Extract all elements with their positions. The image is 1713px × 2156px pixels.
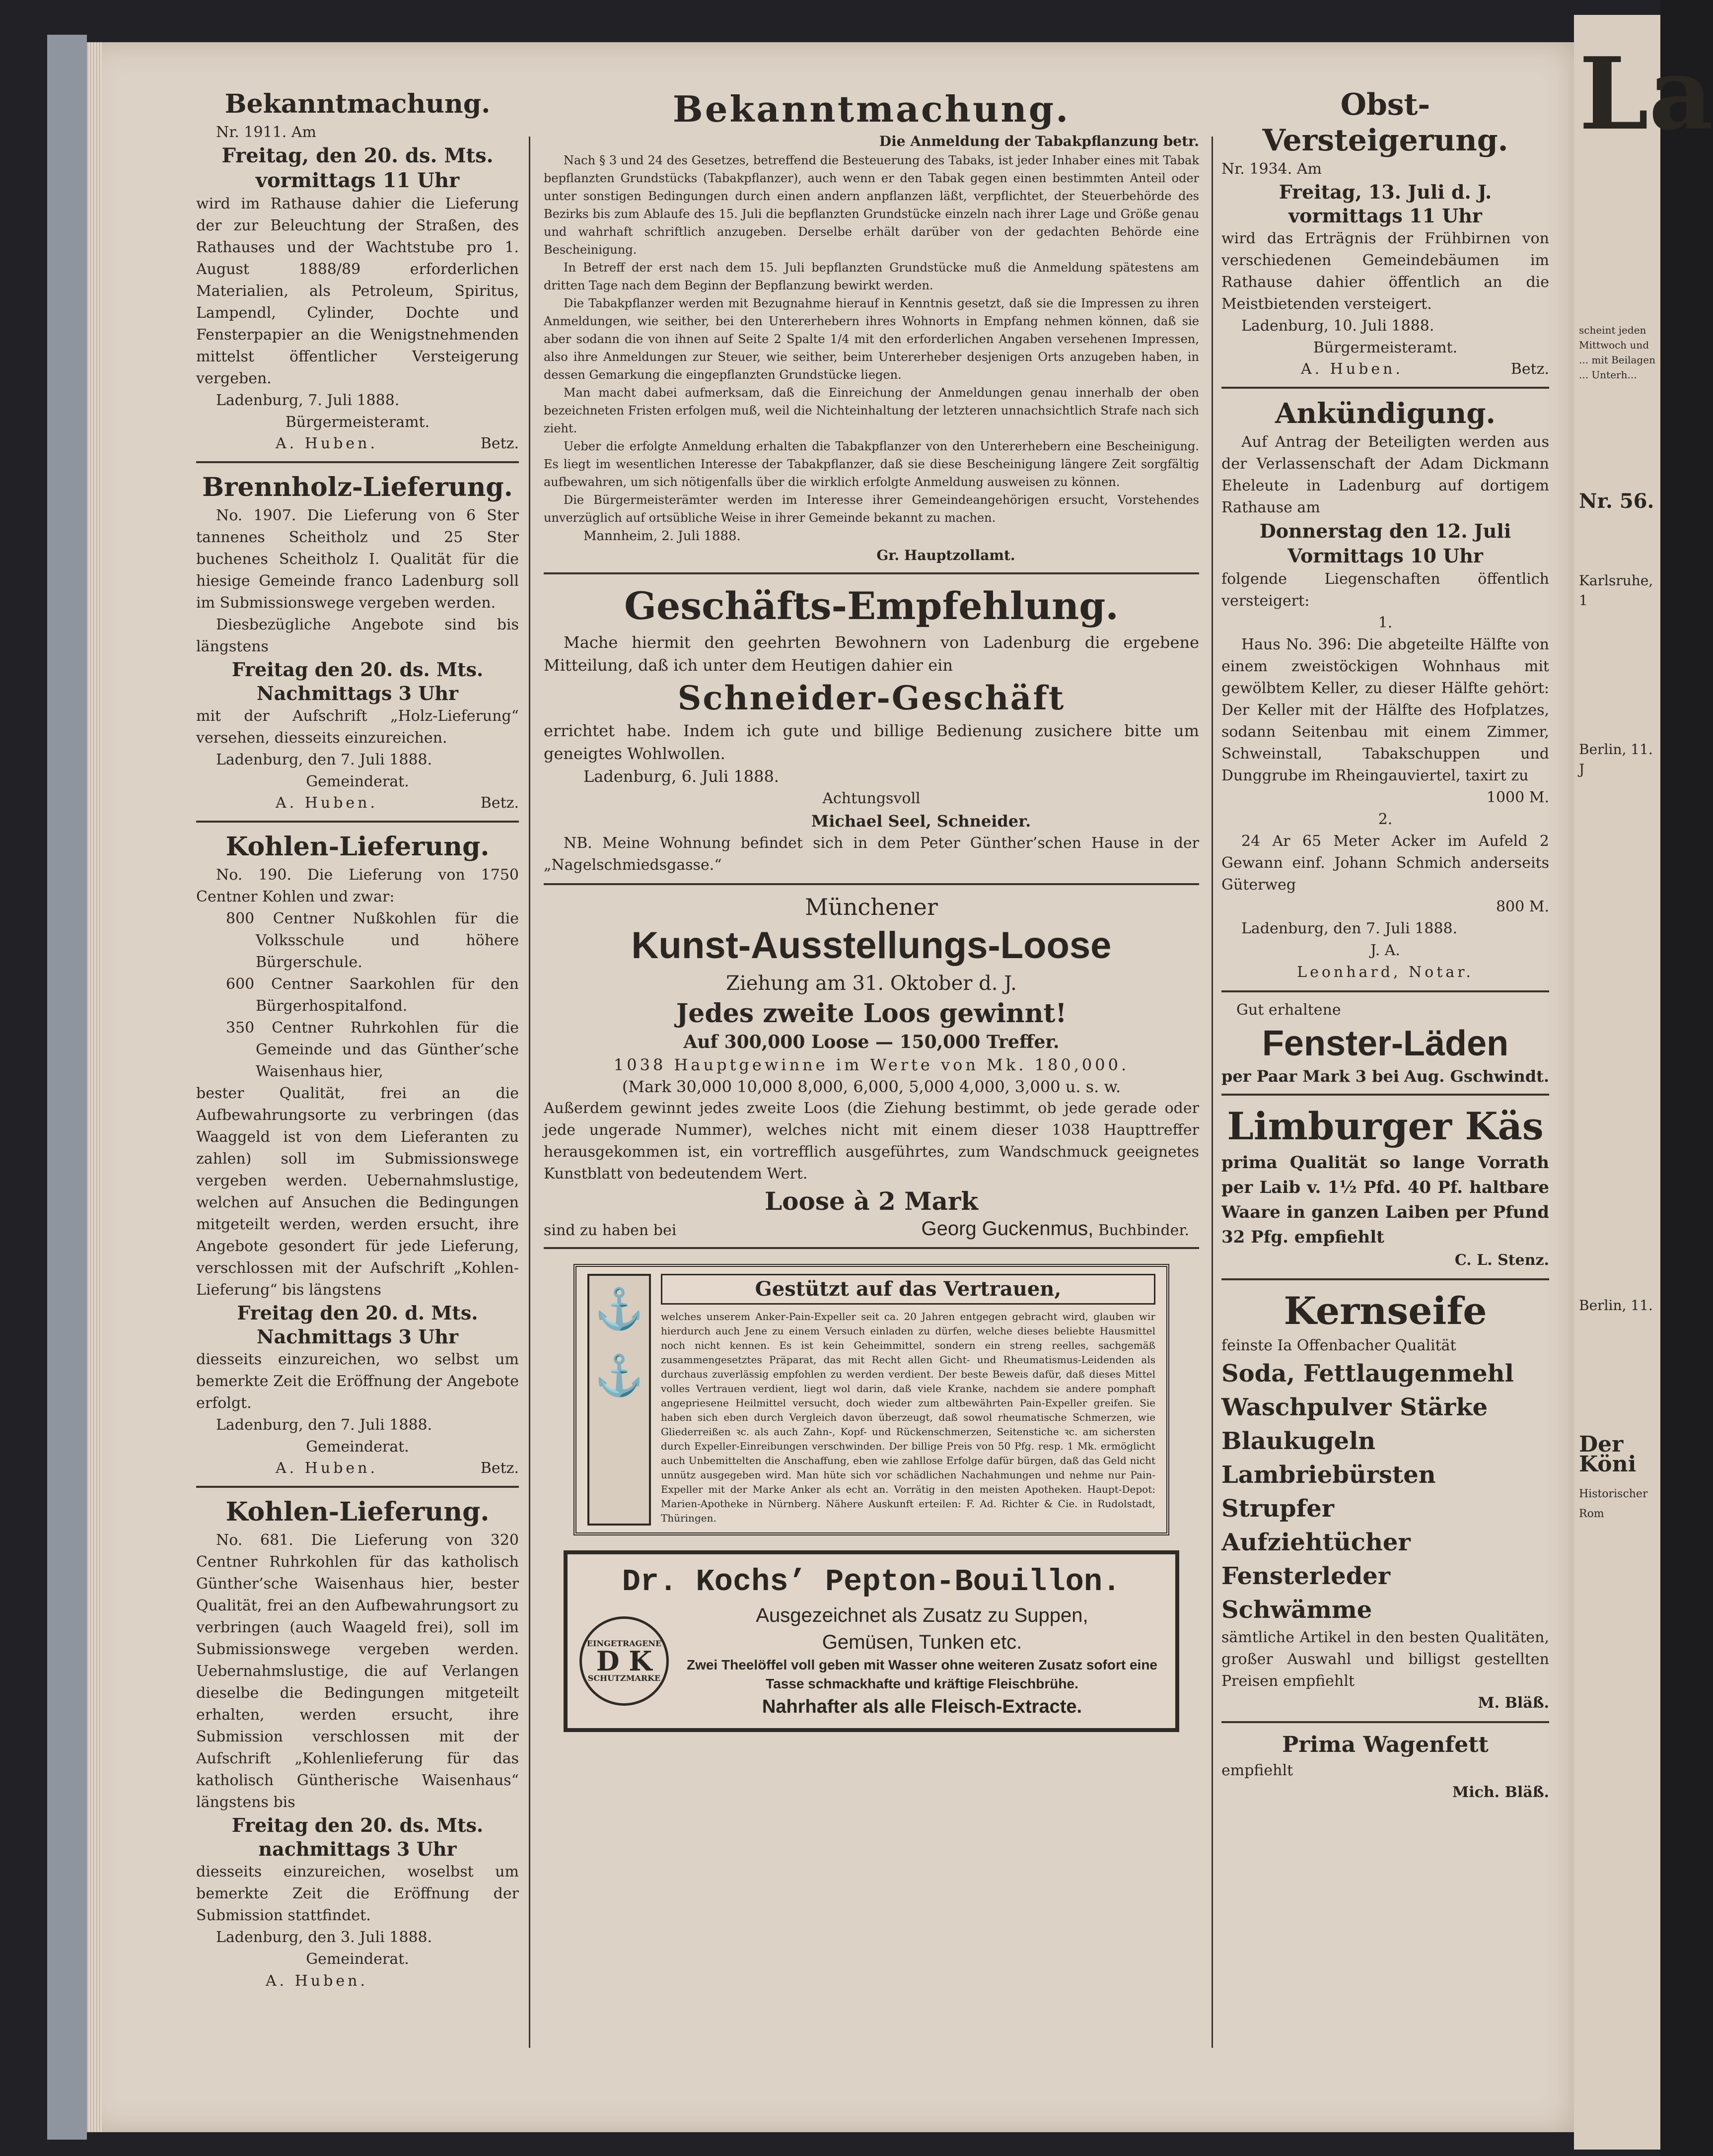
ad-pain-expeller bbox=[573, 1264, 1169, 1535]
notice-fruit-auction bbox=[1221, 87, 1549, 380]
ad-product-item: Lambriebürsten bbox=[1221, 1461, 1436, 1489]
column-rule-right bbox=[1212, 137, 1213, 2048]
ad-signature: Michael Seel, Schneider. bbox=[811, 812, 1031, 831]
ad-title: Limburger Käs bbox=[1227, 1104, 1544, 1148]
notice-body: No. 681. Die Lieferung von 320 Centner Ruhrkohlen für das katholisch Günther’sche Waisenhaus hier, bester Qualität, frei an den Aufbewahrungsort zu verbringen (auch Waageld frei), soll im Submissionswege vergeben werden. Uebernahmslustige, die auf Verlangen dieselbe die Bedingungen mitgeteilt erhalten, werden ersucht, ihre Submission verschlossen mit der Aufschrift „Kohlenlieferung für das katholisch Güntherische Waisenhaus“ längstens bis bbox=[196, 1531, 519, 1811]
ad-lottery-seller-trade: Buchbinder. bbox=[1098, 1222, 1189, 1239]
ad-lottery-extra: Außerdem gewinnt jedes zweite Loos (die Ziehung bestimmt, ob jede gerade oder jede ungerade Nummer), welches nicht mit einem dieser 1038 Haupttreffer herausgekommen ist, ein vortrefflich ausgeführtes, zum Wandschmuck geeignetes Kunstblatt von bedeutendem Wert. bbox=[544, 1100, 1199, 1182]
notice-body-3: diesseits einzureichen, wo selbst um bemerkte Zeit die Eröffnung der Angebote erfolgt. bbox=[196, 1351, 519, 1412]
notice-title-2: Versteigerung. bbox=[1262, 123, 1508, 158]
ad-product-item: Strupfer bbox=[1221, 1495, 1335, 1523]
ad-note: NB. Meine Wohnung befindet sich in dem Peter Günther’schen Hause in der „Nagelschmiedsgasse.“ bbox=[544, 835, 1199, 874]
notice-item-price: 1000 M. bbox=[1486, 789, 1549, 806]
ad-signature: Mich. Bläß. bbox=[1452, 1784, 1549, 1801]
notice-date: Donnerstag den 12. Juli Vormittags 10 Uhr bbox=[1259, 520, 1511, 567]
ad-window-shutters bbox=[1221, 999, 1549, 1087]
ad-title: Geschäfts-Empfehlung. bbox=[624, 584, 1119, 628]
ad-product-item: Soda, Fettlaugenmehl bbox=[1221, 1360, 1514, 1388]
newspaper-page bbox=[87, 42, 1574, 2132]
notice-date: Freitag, 13. Juli d. J. vormittags 11 Uhr bbox=[1279, 181, 1492, 227]
notice-body-2: folgende Liegenschaften öffentlich versteigert: bbox=[1221, 570, 1549, 610]
notice-place-date: Ladenburg, 7. Juli 1888. bbox=[216, 392, 400, 409]
notice-announcement bbox=[1221, 396, 1549, 983]
notice-place-date: Mannheim, 2. Juli 1888. bbox=[583, 529, 741, 544]
ad-text: sämtliche Artikel in den besten Qualitäten, großer Auswahl und billigst gestellten Preisen empfiehlt bbox=[1221, 1629, 1549, 1690]
notice-coal-1 bbox=[196, 830, 519, 1479]
ad-tailor bbox=[544, 581, 1199, 876]
left-column bbox=[196, 87, 519, 1992]
ad-text: per Paar Mark 3 bei bbox=[1221, 1067, 1400, 1086]
notice-office: Gemeinderat. bbox=[306, 773, 409, 790]
notice-lighting bbox=[196, 87, 519, 454]
notice-body: wird im Rathause dahier die Lieferung der zur Beleuchtung der Straßen, des Rathauses und der Wachtstube pro 1. August 1888/89 erforderlichen Materialien, als Petroleum, Spiritus, Lampendl, Cylinder, Dochte und Fensterpapier an die Wenigstnehmenden mittelst öffentlicher Versteigerung vergeben. bbox=[196, 195, 519, 387]
notice-paragraph: Nach § 3 und 24 des Gesetzes, betreffend die Besteuerung des Tabaks, ist jeder Inhaber eines mit Tabak bepflanzten Grundstücks (Tabakpflanzer), auch wenn er den Tabak gegen einen bestimmten Anteil oder unter sonstigen Bedingungen durch einen andern anpflanzen läßt, verpflichtet, der Steuerbehörde des Bezirks bis zum Ablaufe des 15. Juli die bepflanzten Grundstücke einzeln nach ihrer Lage und Größe genau und wahrhaft schriftlich anzugeben. Derselbe erhält darüber von der gedachten Behörde eine Bescheinigung. bbox=[544, 153, 1199, 257]
divider bbox=[544, 1247, 1199, 1249]
ad-product-item: Blaukugeln bbox=[1221, 1427, 1376, 1455]
ad-lottery-city: Münchener bbox=[805, 894, 938, 920]
notice-signature: A. Huben. bbox=[276, 435, 378, 452]
stamp-monogram: D K bbox=[596, 1645, 652, 1677]
divider bbox=[196, 461, 519, 463]
ad-signature: Aug. Gschwindt. bbox=[1404, 1067, 1549, 1086]
middle-column bbox=[544, 87, 1199, 1732]
notice-body-3: mit der Aufschrift „Holz-Lieferung“ versehen, diesseits einzureichen. bbox=[196, 707, 519, 747]
notice-title: Obst- bbox=[1340, 87, 1430, 122]
ad-shop-name: Schneider-Geschäft bbox=[677, 679, 1066, 717]
notice-office: J. A. bbox=[1370, 942, 1400, 959]
notice-title: Kohlen-Lieferung. bbox=[225, 832, 490, 862]
ad-signature: C. L. Stenz. bbox=[1454, 1252, 1549, 1269]
ad-lottery-prizes: 1038 Hauptgewinne im Werte von Mk. 180,000. bbox=[613, 1055, 1130, 1074]
notice-date: Freitag den 20. d. Mts. Nachmittags 3 Uhr bbox=[237, 1302, 478, 1348]
notice-signature: A. Huben. bbox=[266, 1972, 368, 1990]
ad-product-item: Schwämme bbox=[1221, 1596, 1372, 1624]
notice-number: Nr. 1934. Am bbox=[1221, 160, 1322, 178]
next-page-masthead: La bbox=[1579, 36, 1713, 152]
ad-line: Ausgezeichnet als Zusatz zu Suppen, bbox=[756, 1604, 1088, 1626]
notice-paragraph: Die Bürgermeisterämter werden im Interesse ihrer Gemeindeangehörigen ersucht, Vorstehendes unverzüglich auf ortsübliche Weise in ihrer Gemeinde bekannt zu machen. bbox=[544, 493, 1199, 525]
ad-lottery-draw-date: Ziehung am 31. Oktober d. J. bbox=[726, 972, 1017, 995]
notice-number: Nr. 1911. Am bbox=[216, 124, 316, 141]
notice-paragraph: Man macht dabei aufmerksam, daß die Einreichung der Anmeldungen genau innerhalb der oben bezeichneten Fristen erfolgen muß, weil die Nichteinhaltung der letzteren unnachsichtlich Strafe nach sich zieht. bbox=[544, 386, 1199, 435]
next-page-edge bbox=[1574, 15, 1713, 2150]
ad-title: Gestützt auf das Vertrauen, bbox=[661, 1274, 1155, 1305]
ad-soap bbox=[1221, 1287, 1549, 1714]
stamp-bottom-text: SCHUTZMARKE bbox=[587, 1673, 661, 1683]
notice-signature: A. Huben. bbox=[276, 794, 378, 812]
ad-intro: Gut erhaltene bbox=[1236, 1001, 1341, 1019]
divider bbox=[1221, 387, 1549, 389]
ad-line: Gemüsen, Tunken etc. bbox=[822, 1631, 1022, 1653]
ad-limburger bbox=[1221, 1103, 1549, 1271]
notice-place-date: Ladenburg, den 7. Juli 1888. bbox=[216, 1416, 432, 1434]
notice-title: Kohlen-Lieferung. bbox=[225, 1497, 490, 1527]
ad-lottery-count: Auf 300,000 Loose — 150,000 Treffer. bbox=[683, 1032, 1060, 1052]
notice-item-number: 1. bbox=[1378, 614, 1393, 631]
ad-lottery-values: (Mark 30,000 10,000 8,000, 6,000, 5,000 4,000, 3,000 u. s. w. bbox=[622, 1077, 1121, 1096]
right-column bbox=[1221, 87, 1549, 1804]
anchor-icon: ⚓ bbox=[594, 1286, 644, 1332]
notice-signature: Gr. Hauptzollamt. bbox=[876, 547, 1015, 563]
ad-line: Zwei Theelöffel voll geben mit Wasser ohne weiteren Zusatz sofort eine Tasse schmackhafte und kräftige Fleischbrühe. bbox=[686, 1657, 1158, 1691]
notice-tobacco bbox=[544, 87, 1199, 565]
divider bbox=[1221, 990, 1549, 992]
notice-paragraph: Die Tabakpflanzer werden mit Bezugnahme hierauf in Kenntnis gesetzt, daß sie die Impressen zu ihren Anmeldungen, wie seither, bei den Untererhebern ihres Wohnorts in Empfang nehmen können, daß sie aber sodann die von ihnen auf Seite 2 Spalte 1/4 mit den erforderlichen Angaben versehenen Impressen, also ihre Anmeldungen zur Steuer, wie seither, beim Untererheber desjenigen Orts anzugeben haben, in dessen Gemarkung die eingepflanzten Grundstücke liegen. bbox=[544, 296, 1199, 382]
notice-item-number: 2. bbox=[1378, 811, 1393, 828]
notice-signature: A. Huben. bbox=[1301, 360, 1404, 378]
ad-place-date: Ladenburg, 6. Juli 1888. bbox=[583, 767, 779, 786]
notice-place-date: Ladenburg, den 7. Juli 1888. bbox=[216, 751, 432, 768]
stamp-top-text: EINGETRAGENE bbox=[586, 1639, 662, 1648]
notice-place-date: Ladenburg, den 3. Juli 1888. bbox=[216, 1929, 432, 1946]
notice-signature: A. Huben. bbox=[276, 1460, 378, 1477]
notice-place-date: Ladenburg, 10. Juli 1888. bbox=[1241, 317, 1434, 335]
notice-item: 350 Centner Ruhrkohlen für die Gemeinde und das Günther’sche Waisenhaus hier, bbox=[226, 1019, 519, 1080]
notice-coal-2 bbox=[196, 1495, 519, 1992]
notice-body: No. 1907. Die Lieferung von 6 Ster tannenes Scheitholz und 25 Ster buchenes Scheitholz I. Qualität für die hiesige Gemeinde franco Ladenburg soll im Submissionswege vergeben werden. bbox=[196, 507, 519, 612]
notice-date: Freitag den 20. ds. Mts. Nachmittags 3 Uhr bbox=[231, 658, 484, 704]
divider bbox=[1221, 1094, 1549, 1096]
ad-text: Mache hiermit den geehrten Bewohnern von Ladenburg die ergebene Mitteilung, daß ich unter dem Heutigen dahier ein bbox=[544, 633, 1199, 675]
ad-intro: feinste Ia Offenbacher Qualität bbox=[1221, 1337, 1456, 1354]
divider bbox=[196, 821, 519, 823]
divider bbox=[544, 572, 1199, 574]
ad-wagon-grease bbox=[1221, 1730, 1549, 1804]
ad-pepton-bouillon bbox=[564, 1550, 1179, 1732]
notice-office: Gemeinderat. bbox=[306, 1950, 409, 1968]
ad-lottery-slogan: Jedes zweite Loos gewinnt! bbox=[676, 998, 1067, 1029]
ad-lottery bbox=[544, 892, 1199, 1240]
notice-body: Auf Antrag der Beteiligten werden aus der Verlassenschaft der Adam Dickmann Eheleute in Ladenburg auf dortigem Rathause am bbox=[1221, 433, 1549, 516]
notice-signature-2: Betz. bbox=[480, 1460, 519, 1477]
ad-greeting: Achtungsvoll bbox=[822, 790, 921, 807]
ad-signature: M. Bläß. bbox=[1478, 1694, 1549, 1712]
notice-item-price: 800 M. bbox=[1496, 898, 1549, 915]
anchor-icon: ⚓ bbox=[594, 1352, 644, 1398]
notice-body-2: Diesbezügliche Angebote sind bis längstens bbox=[196, 616, 519, 655]
ad-product-item: Waschpulver Stärke bbox=[1221, 1393, 1488, 1421]
ad-lottery-seller: Georg Guckenmus, bbox=[921, 1218, 1094, 1240]
notice-body: No. 190. Die Lieferung von 1750 Centner Kohlen und zwar: bbox=[196, 866, 519, 905]
notice-signature-2: Betz. bbox=[1510, 360, 1549, 378]
next-page-intro: scheint jeden Mittwoch und ... mit Beilagen ... Unterh... bbox=[1579, 324, 1655, 381]
divider bbox=[544, 883, 1199, 885]
ad-title: Kernseife bbox=[1284, 1289, 1487, 1333]
notice-signature-2: Betz. bbox=[480, 794, 519, 812]
next-page-number: Nr. 56. bbox=[1579, 489, 1654, 513]
next-page-line: Berlin, 11. J bbox=[1579, 741, 1653, 777]
notice-office: Bürgermeisteramt. bbox=[1313, 339, 1458, 356]
ad-ornament bbox=[587, 1274, 651, 1526]
next-page-line: Historischer Rom bbox=[1579, 1488, 1648, 1520]
ad-product-item: Aufziehtücher bbox=[1221, 1529, 1411, 1556]
divider bbox=[1221, 1721, 1549, 1723]
notice-item: 800 Centner Nußkohlen für die Volksschule und höhere Bürgerschule. bbox=[226, 910, 519, 971]
notice-firewood bbox=[196, 470, 519, 814]
ad-product-item: Fensterleder bbox=[1221, 1562, 1391, 1590]
notice-title: Brennholz-Lieferung. bbox=[202, 472, 513, 502]
next-page-line: Karlsruhe, 1 bbox=[1579, 572, 1653, 609]
ad-lottery-price: Loose à 2 Mark bbox=[765, 1186, 978, 1216]
ad-text: prima Qualität so lange Vorrath per Laib v. 1½ Pfd. 40 Pf. haltbare Waare in ganzen Laiben per Pfund 32 Pfg. empfiehlt bbox=[1221, 1153, 1549, 1247]
next-page-line: Der Köni bbox=[1579, 1432, 1637, 1477]
ad-lottery-where: sind zu haben bei bbox=[544, 1222, 677, 1239]
ad-text: welches unserem Anker-Pain-Expeller seit ca. 20 Jahren entgegen gebracht wird, glauben wir hierdurch auch Jene zu einem Versuch einladen zu dürfen, welche dieses beliebte Hausmittel noch nicht kennen. Es ist kein Geheimmittel, sondern ein streng reelles, sachgemäß zusammengesetztes Präparat, das mit Recht allen Gicht- und Rheumatismus-Leidenden als durchaus zuverlässig empfohlen zu werden verdient. Der beste Beweis dafür, daß dieses Mittel volles Vertrauen verdient, liegt wol darin, daß viele Kranke, nachdem sie andere pomphaft angepriesene Heilmittel versucht, doch wieder zum altbewährten Pain-Expeller greifen. Sie haben sich eben durch Vergleich davon überzeugt, daß sowol rheumatische Schmerzen, wie Gliederreißen ꝛc. als auch Zahn-, Kopf- und Rückenschmerzen, Seitenstiche ꝛc. am sichersten durch Expeller-Einreibungen verschwinden. Der billige Preis von 50 Pfg. resp. 1 Mk. ermöglicht auch Unbemittelten die Anschaffung, eben wie zahllose Erfolge dafür bürgen, daß das Geld nicht unnütz ausgegeben wird. Man hüte sich vor schädlichen Nachahmungen und nehme nur Pain-Expeller mit der Marke Anker als echt an. Vorrätig in den meisten Apotheken. Haupt-Depot: Marien-Apotheke in Nürnberg. Nähere Auskunft erteilen: F. Ad. Richter & Cie. in Rudolstadt, Thüringen. bbox=[661, 1311, 1155, 1524]
ad-title: Fenster-Läden bbox=[1262, 1024, 1509, 1063]
ad-text: empfiehlt bbox=[1221, 1762, 1293, 1779]
notice-title: Bekanntmachung. bbox=[224, 89, 491, 119]
notice-body: wird das Erträgnis der Frühbirnen von verschiedenen Gemeindebäumen im Rathause dahier öffentlich an die Meistbietenden versteigert. bbox=[1221, 230, 1549, 313]
notice-date: Freitag, den 20. ds. Mts. vormittags 11 Uhr bbox=[221, 144, 494, 192]
notice-body-2: bester Qualität, frei an die Aufbewahrungsorte zu verbringen (das Waaggeld ist von dem Lieferanten zu zahlen) soll im Submissionswege vergeben werden. Uebernahmslustige, welchen auf Ansuchen die Bedingungen mitgeteilt werden, werden ersucht, ihre Angebote gesondert für jede Lieferung, verschlossen mit der Aufschrift „Kohlen-Lieferung“ bis längstens bbox=[196, 1085, 519, 1299]
column-rule-left bbox=[529, 137, 530, 2048]
page-edge bbox=[87, 42, 102, 2132]
notice-title: Ankündigung. bbox=[1275, 397, 1496, 430]
notice-item: 600 Centner Saarkohlen für den Bürgerhospitalfond. bbox=[226, 975, 519, 1015]
notice-date: Freitag den 20. ds. Mts. nachmittags 3 Uhr bbox=[231, 1814, 484, 1860]
ad-title: Prima Wagenfett bbox=[1282, 1732, 1489, 1757]
ad-lottery-title: Kunst-Ausstellungs-Loose bbox=[631, 924, 1112, 967]
ad-line: Nahrhafter als alle Fleisch-Extracte. bbox=[762, 1696, 1082, 1717]
notice-item: Haus No. 396: Die abgeteilte Hälfte von einem zweistöckigen Wohnhaus mit gewölbtem Keller, zu dieser Hälfte gehört: Der Keller mit der Hälfte des Hofplatzes, sodann Seitenbau mit einem Zimmer, Schweinstall, Tabakschuppen und Dunggrube im Rheingauviertel, taxirt zu bbox=[1221, 636, 1549, 784]
trademark-stamp bbox=[579, 1616, 669, 1706]
notice-item: 24 Ar 65 Meter Acker im Aufeld 2 Gewann einf. Johann Schmich anderseits Güterweg bbox=[1221, 833, 1549, 894]
ad-title: Dr. Kochs’ Pepton-Bouillon. bbox=[622, 1564, 1121, 1600]
notice-subject: Die Anmeldung der Tabakpflanzung betr. bbox=[879, 133, 1199, 149]
notice-office: Bürgermeisteramt. bbox=[285, 414, 430, 431]
notice-office: Gemeinderat. bbox=[306, 1438, 409, 1456]
ad-text-2: errichtet habe. Indem ich gute und billige Bedienung zusichere bitte um geneigtes Wohlwollen. bbox=[544, 721, 1199, 763]
notice-paragraph: In Betreff der erst nach dem 15. Juli bepflanzten Grundstücke muß die Anmeldung spätestens am dritten Tage nach dem Beginn der Bepflanzung bewirkt werden. bbox=[544, 261, 1199, 292]
binding-board bbox=[47, 35, 87, 2140]
divider bbox=[196, 1486, 519, 1488]
next-page-line: Berlin, 11. bbox=[1579, 1297, 1653, 1314]
notice-signature: Leonhard, Notar. bbox=[1297, 964, 1474, 981]
divider bbox=[1221, 1278, 1549, 1280]
notice-body-3: diesseits einzureichen, woselbst um bemerkte Zeit die Eröffnung der Submission stattfindet. bbox=[196, 1863, 519, 1924]
notice-title: Bekanntmachung. bbox=[672, 88, 1071, 130]
notice-paragraph: Ueber die erfolgte Anmeldung erhalten die Tabakpflanzer von den Untererhebern eine Bescheinigung. Es liegt im wesentlichen Interesse der Tabakpflanzer, daß sie diese Bescheinigung längere Zeit sorgfältig aufbewahren, um sich nötigenfalls über die wirklich erfolgte Anmeldung ausweisen zu können. bbox=[544, 439, 1199, 489]
notice-signature-2: Betz. bbox=[480, 435, 519, 452]
notice-place-date: Ladenburg, den 7. Juli 1888. bbox=[1241, 920, 1458, 937]
